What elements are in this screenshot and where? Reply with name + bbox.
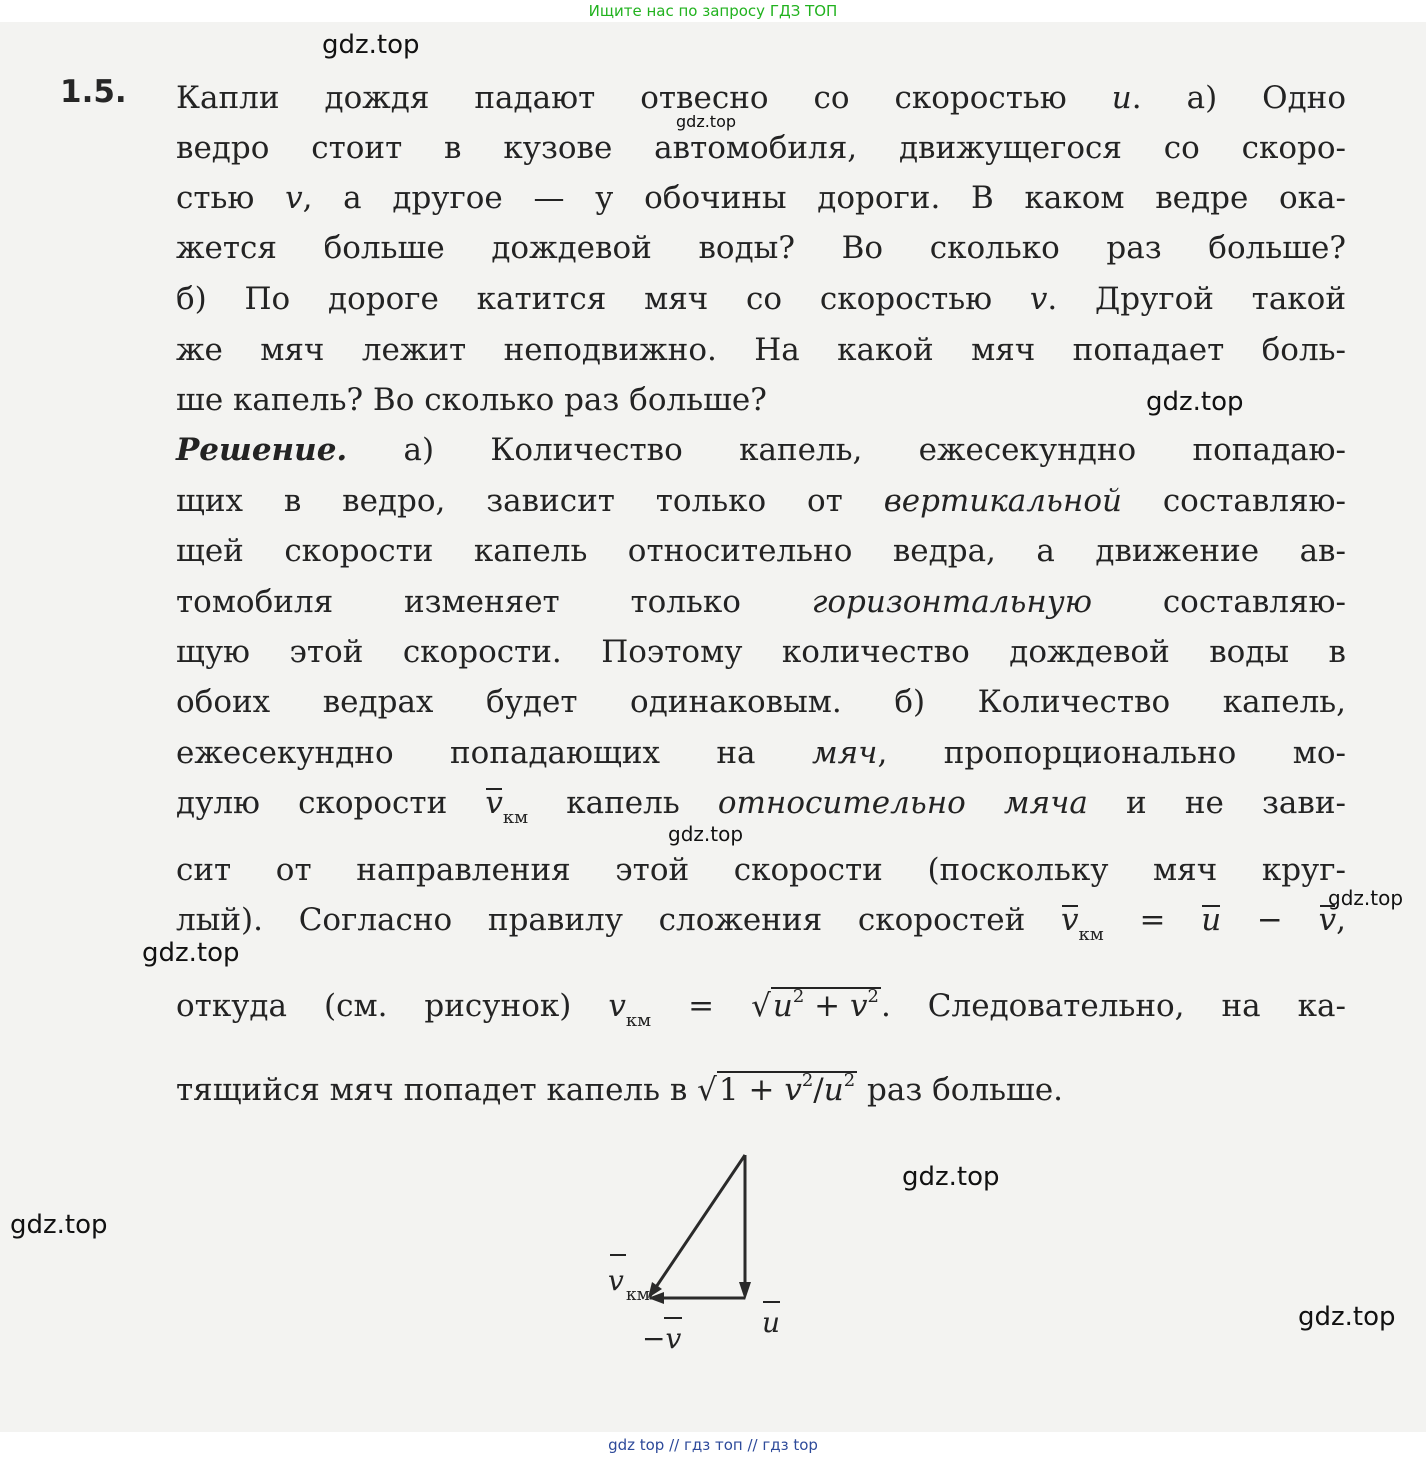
solution-line-8: дулю скорости $v_{км}$ капель относительно мяча и не зави-: [176, 785, 1346, 828]
sqrt-expression: $u^2 + v^2$: [771, 987, 881, 1028]
solution-line-11: откуда (см. рисунок) $v_{км} = √u^2 + v^2$. Следовательно, на ка-: [176, 986, 1346, 1031]
watermark: gdz.top: [1298, 1302, 1396, 1332]
solution-line-12: тящийся мяч попадет капель в $√1 + v^2/u^2$ раз больше.: [176, 1070, 1346, 1110]
label-minus-v: −v: [642, 1322, 682, 1355]
problem-line-3: стью v, а другое — у обочины дороги. В каком ведре ока-: [176, 180, 1346, 216]
solution-line-5: щую этой скорости. Поэтому количество дождевой воды в: [176, 634, 1346, 670]
watermark: gdz.top: [676, 112, 737, 131]
velocity-triangle-figure: [590, 1150, 790, 1410]
watermark: gdz.top: [10, 1210, 108, 1240]
label-u: u: [762, 1306, 781, 1339]
vector-vkm-line: [650, 1155, 745, 1296]
solution-line-7: ежесекундно попадающих на мяч, пропорционально мо-: [176, 735, 1346, 771]
label-vkm: v: [608, 1264, 624, 1297]
problem-line-7: ше капель? Во сколько раз больше?: [176, 382, 767, 418]
solution-line-1: Решение. а) Количество капель, ежесекундно попадаю-: [176, 432, 1346, 468]
problem-line-2: ведро стоит в кузове автомобиля, движущегося со скоро-: [176, 130, 1346, 166]
top-banner[interactable]: Ищите нас по запросу ГДЗ ТОП: [0, 0, 1426, 22]
watermark: gdz.top: [1328, 886, 1404, 910]
solution-line-6: обоих ведрах будет одинаковым. б) Количество капель,: [176, 684, 1346, 720]
solution-heading: Решение.: [176, 432, 348, 468]
problem-line-5: б) По дороге катится мяч со скоростью v. Другой такой: [176, 281, 1346, 317]
watermark: gdz.top: [902, 1162, 1000, 1192]
problem-line-6: же мяч лежит неподвижно. На какой мяч попадает боль-: [176, 332, 1346, 368]
bottom-banner[interactable]: gdz top // гдз топ // гдз top: [0, 1432, 1426, 1460]
problem-number: 1.5.: [60, 74, 127, 110]
watermark: gdz.top: [322, 30, 420, 60]
label-km: км: [626, 1285, 650, 1305]
solution-line-10: лый). Согласно правилу сложения скоростей $v_{км} = u - v$,: [176, 902, 1347, 945]
watermark: gdz.top: [1146, 387, 1244, 417]
problem-line-4: жется больше дождевой воды? Во сколько раз больше?: [176, 230, 1346, 266]
watermark: gdz.top: [668, 822, 744, 846]
solution-line-2: щих в ведро, зависит только от вертикальной составляю-: [176, 483, 1347, 519]
watermark: gdz.top: [142, 938, 240, 968]
solution-line-4: томобиля изменяет только горизонтальную составляю-: [176, 584, 1347, 620]
problem-line-1: Капли дождя падают отвесно со скоростью u. а) Одно: [176, 80, 1346, 116]
sqrt-expression: $1 + v^2/u^2$: [717, 1071, 857, 1112]
solution-line-3: щей скорости капель относительно ведра, а движение ав-: [176, 533, 1346, 569]
solution-line-9: сит от направления этой скорости (поскольку мяч круг-: [176, 852, 1346, 888]
